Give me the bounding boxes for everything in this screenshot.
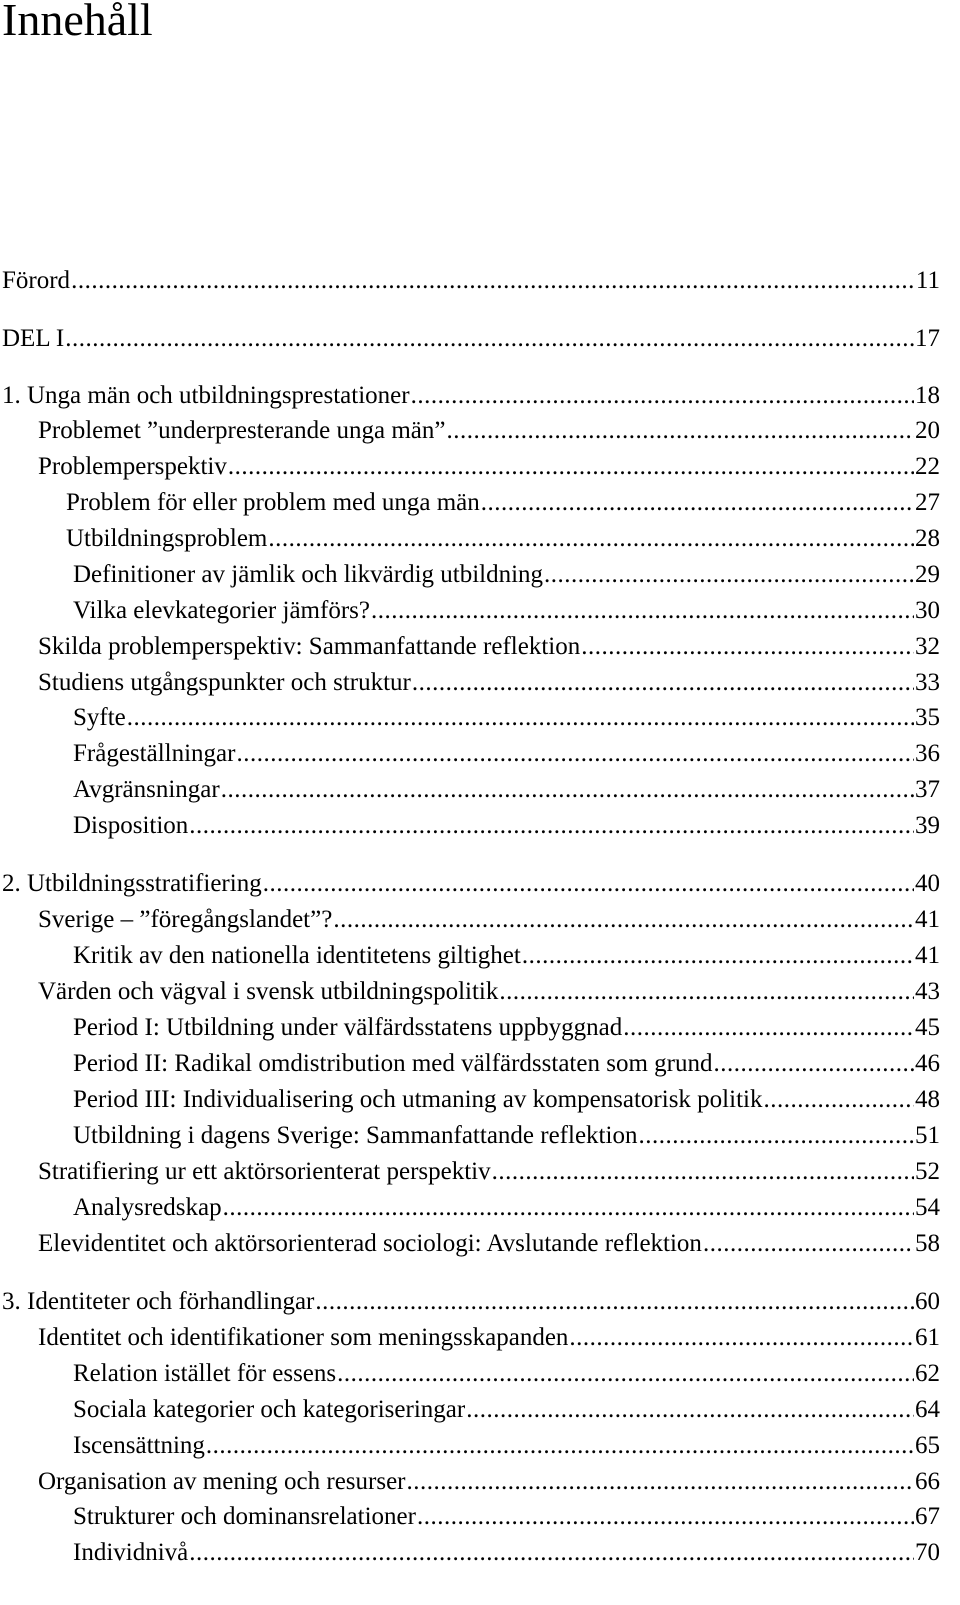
toc-page-number: 22 bbox=[915, 453, 940, 480]
toc-entry-title: Sverige – ”föregångslandet”? bbox=[38, 906, 333, 933]
toc-dot-leader bbox=[371, 594, 914, 628]
toc-entry-title: Utbildningsproblem bbox=[66, 525, 268, 552]
toc-page-number: 18 bbox=[915, 382, 940, 409]
toc-entry[interactable] bbox=[73, 1429, 940, 1463]
toc-entry-title: Frågeställningar bbox=[73, 740, 236, 767]
toc-page-number: 37 bbox=[915, 776, 940, 803]
toc-dot-leader bbox=[569, 1321, 914, 1355]
toc-entry[interactable] bbox=[73, 1393, 940, 1427]
toc-entry[interactable] bbox=[73, 1083, 940, 1117]
toc-dot-leader bbox=[446, 414, 914, 448]
toc-page-number: 54 bbox=[915, 1194, 940, 1221]
toc-dot-leader bbox=[189, 809, 914, 843]
toc-entry[interactable] bbox=[2, 1285, 940, 1319]
toc-page-number: 33 bbox=[915, 669, 940, 696]
toc-entry-title: Identitet och identifikationer som meningsskapanden bbox=[38, 1324, 569, 1351]
toc-dot-leader bbox=[499, 975, 914, 1009]
toc-dot-leader bbox=[522, 939, 914, 973]
toc-dot-leader bbox=[268, 522, 914, 556]
toc-entry-title: Avgränsningar bbox=[73, 776, 220, 803]
toc-page-number: 48 bbox=[915, 1086, 940, 1113]
toc-entry-title: Elevidentitet och aktörsorienterad sociologi: Avslutande reflektion bbox=[38, 1230, 702, 1257]
toc-entry-title: Individnivå bbox=[73, 1539, 189, 1566]
toc-entry[interactable] bbox=[38, 1465, 940, 1499]
toc-dot-leader bbox=[189, 1536, 914, 1570]
toc-dot-leader bbox=[333, 903, 914, 937]
toc-dot-leader bbox=[407, 1465, 915, 1499]
toc-entry[interactable] bbox=[2, 379, 940, 413]
toc-page-number: 45 bbox=[915, 1014, 940, 1041]
toc-dot-leader bbox=[411, 379, 914, 413]
toc-page-number: 35 bbox=[915, 704, 940, 731]
toc-page-number: 66 bbox=[915, 1468, 940, 1495]
toc-page-number: 65 bbox=[915, 1432, 940, 1459]
toc-dot-leader bbox=[638, 1119, 914, 1153]
toc-dot-leader bbox=[236, 737, 914, 771]
toc-dot-leader bbox=[581, 630, 914, 664]
toc-page-number: 41 bbox=[915, 906, 940, 933]
toc-entry[interactable] bbox=[73, 1047, 940, 1081]
toc-page-number: 20 bbox=[915, 417, 940, 444]
toc-dot-leader bbox=[544, 558, 914, 592]
toc-page-number: 58 bbox=[915, 1230, 940, 1257]
toc-dot-leader bbox=[65, 322, 914, 356]
toc-entry[interactable] bbox=[38, 1227, 940, 1261]
toc-entry[interactable] bbox=[73, 1011, 940, 1045]
toc-entry[interactable] bbox=[38, 975, 940, 1009]
toc-page-number: 29 bbox=[915, 561, 940, 588]
toc-entry-title: 3. Identiteter och förhandlingar bbox=[2, 1288, 315, 1315]
toc-entry-title: DEL I bbox=[2, 325, 65, 352]
toc-entry[interactable] bbox=[38, 1321, 940, 1355]
toc-dot-leader bbox=[412, 666, 914, 700]
toc-entry-title: Iscensättning bbox=[73, 1432, 205, 1459]
toc-page-number: 67 bbox=[915, 1503, 940, 1530]
toc-entry[interactable] bbox=[73, 809, 940, 843]
toc-page-number: 43 bbox=[915, 978, 940, 1005]
toc-page-number: 39 bbox=[915, 812, 940, 839]
toc-entry[interactable] bbox=[73, 701, 940, 735]
toc-entry-title: Utbildning i dagens Sverige: Sammanfattande reflektion bbox=[73, 1122, 638, 1149]
toc-dot-leader bbox=[492, 1155, 914, 1189]
toc-entry-title: 2. Utbildningsstratifiering bbox=[2, 870, 262, 897]
toc-entry-title: Strukturer och dominansrelationer bbox=[73, 1503, 416, 1530]
toc-entry[interactable] bbox=[73, 1536, 940, 1570]
toc-entry-title: Relation istället för essens bbox=[73, 1360, 337, 1387]
toc-entry-title: Definitioner av jämlik och likvärdig utbildning bbox=[73, 561, 544, 588]
toc-entry-title: Problemet ”underpresterande unga män” bbox=[38, 417, 446, 444]
toc-page-number: 70 bbox=[915, 1539, 940, 1566]
toc-entry[interactable] bbox=[38, 450, 940, 484]
toc-entry-title: Period III: Individualisering och utmaning av kompensatorisk politik bbox=[73, 1086, 763, 1113]
toc-entry[interactable] bbox=[73, 1357, 940, 1391]
toc-entry[interactable] bbox=[38, 666, 940, 700]
toc-dot-leader bbox=[417, 1500, 914, 1534]
toc-dot-leader bbox=[713, 1047, 914, 1081]
toc-entry[interactable] bbox=[73, 1119, 940, 1153]
toc-entry[interactable] bbox=[2, 264, 940, 298]
toc-dot-leader bbox=[71, 264, 915, 298]
toc-entry[interactable] bbox=[73, 1500, 940, 1534]
toc-entry-title: Sociala kategorier och kategoriseringar bbox=[73, 1396, 466, 1423]
toc-dot-leader bbox=[228, 450, 914, 484]
toc-dot-leader bbox=[223, 1191, 914, 1225]
toc-page-number: 11 bbox=[915, 267, 940, 294]
toc-entry-title: Problemperspektiv bbox=[38, 453, 227, 480]
toc-dot-leader bbox=[623, 1011, 914, 1045]
toc-dot-leader bbox=[466, 1393, 914, 1427]
toc-dot-leader bbox=[315, 1285, 914, 1319]
toc-entry[interactable] bbox=[38, 414, 940, 448]
toc-entry[interactable] bbox=[38, 903, 940, 937]
toc-dot-leader bbox=[263, 867, 914, 901]
toc-entry[interactable] bbox=[2, 867, 940, 901]
toc-page-number: 28 bbox=[915, 525, 940, 552]
toc-dot-leader bbox=[337, 1357, 914, 1391]
toc-page-number: 40 bbox=[915, 870, 940, 897]
toc-entry-title: Disposition bbox=[73, 812, 189, 839]
toc-page-number: 32 bbox=[915, 633, 940, 660]
toc-dot-leader bbox=[481, 486, 914, 520]
toc-entry-title: Syfte bbox=[73, 704, 126, 731]
toc-entry-title: Problem för eller problem med unga män bbox=[66, 489, 480, 516]
toc-dot-leader bbox=[206, 1429, 914, 1463]
toc-entry[interactable] bbox=[73, 737, 940, 771]
toc-entry[interactable] bbox=[73, 594, 940, 628]
toc-entry[interactable] bbox=[73, 1191, 940, 1225]
toc-dot-leader bbox=[703, 1227, 914, 1261]
toc-entry-title: Stratifiering ur ett aktörsorienterat perspektiv bbox=[38, 1158, 491, 1185]
toc-entry-title: Period I: Utbildning under välfärdsstatens uppbyggnad bbox=[73, 1014, 623, 1041]
toc-page-number: 64 bbox=[915, 1396, 940, 1423]
toc-entry[interactable] bbox=[73, 558, 940, 592]
toc-dot-leader bbox=[763, 1083, 914, 1117]
toc-entry-title: Skilda problemperspektiv: Sammanfattande reflektion bbox=[38, 633, 581, 660]
page-title: Innehåll bbox=[2, 0, 153, 45]
toc-entry-title: 1. Unga män och utbildningsprestationer bbox=[2, 382, 410, 409]
toc-entry[interactable] bbox=[2, 322, 940, 356]
toc-entry[interactable] bbox=[66, 486, 940, 520]
toc-dot-leader bbox=[127, 701, 914, 735]
toc-page-number: 61 bbox=[915, 1324, 940, 1351]
toc-entry[interactable] bbox=[66, 522, 940, 556]
toc-entry[interactable] bbox=[73, 773, 940, 807]
toc-entry-title: Kritik av den nationella identitetens giltighet bbox=[73, 942, 521, 969]
toc-page-number: 46 bbox=[915, 1050, 940, 1077]
toc-entry[interactable] bbox=[38, 630, 940, 664]
toc-page-number: 51 bbox=[915, 1122, 940, 1149]
toc-dot-leader bbox=[221, 773, 914, 807]
toc-entry[interactable] bbox=[38, 1155, 940, 1189]
toc-page-number: 60 bbox=[915, 1288, 940, 1315]
toc-page-number: 52 bbox=[915, 1158, 940, 1185]
toc-entry-title: Organisation av mening och resurser bbox=[38, 1468, 406, 1495]
toc-entry-title: Period II: Radikal omdistribution med välfärdsstaten som grund bbox=[73, 1050, 713, 1077]
toc-page-number: 62 bbox=[915, 1360, 940, 1387]
toc-entry-title: Studiens utgångspunkter och struktur bbox=[38, 669, 411, 696]
toc-entry[interactable] bbox=[73, 939, 940, 973]
toc-page-number: 30 bbox=[915, 597, 940, 624]
toc-entry-title: Förord bbox=[2, 267, 71, 294]
toc-page-number: 27 bbox=[915, 489, 940, 516]
toc-page-number: 41 bbox=[915, 942, 940, 969]
toc-page-number: 17 bbox=[915, 325, 940, 352]
toc-entry-title: Vilka elevkategorier jämförs? bbox=[73, 597, 370, 624]
toc-page-number: 36 bbox=[915, 740, 940, 767]
toc-entry-title: Värden och vägval i svensk utbildningspolitik bbox=[38, 978, 499, 1005]
toc-entry-title: Analysredskap bbox=[73, 1194, 222, 1221]
